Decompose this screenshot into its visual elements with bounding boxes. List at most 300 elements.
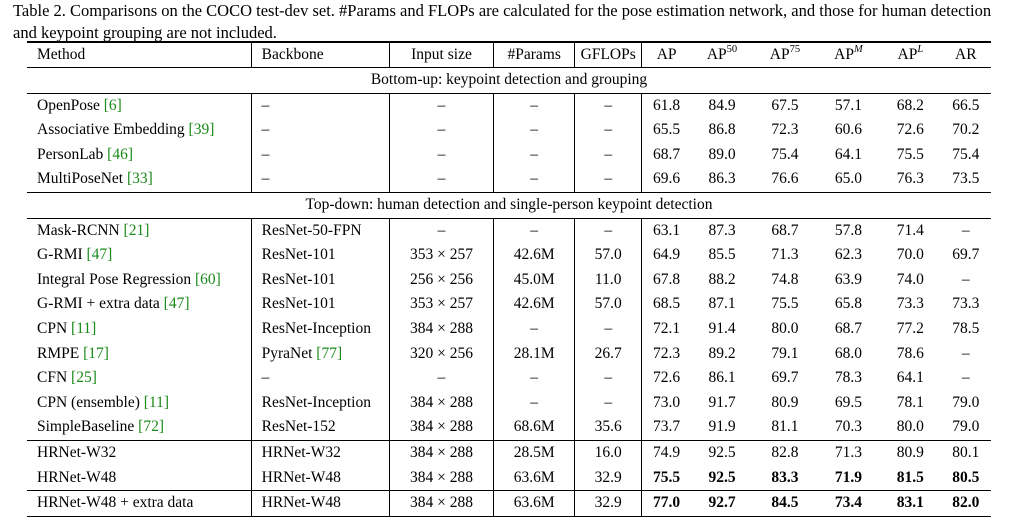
cell-apm-value: 68.7 <box>834 319 862 337</box>
cell-apl <box>880 415 940 440</box>
cell-input-size-value: 320 × 256 <box>410 344 473 362</box>
cell-ar <box>941 143 991 168</box>
cell-backbone <box>251 167 389 192</box>
cell-ap <box>642 342 691 367</box>
cell-params <box>494 366 575 391</box>
cell-ap50 <box>691 366 753 391</box>
cell-backbone <box>251 268 389 293</box>
header-ap50-sup: 50 <box>726 43 738 55</box>
cell-method <box>27 317 251 342</box>
cell-ap75-value: 75.5 <box>771 295 799 313</box>
cell-method <box>27 268 251 293</box>
cell-input-size <box>389 268 494 293</box>
citation-link[interactable]: [47] <box>163 295 190 313</box>
cell-ar <box>941 93 991 118</box>
cell-params-value: 63.6M <box>513 494 555 512</box>
cell-ap50-value: 92.5 <box>708 468 736 486</box>
table-caption: Table 2. Comparisons on the COCO test-dev set. #Params and FLOPs are calculated for the pose estimation network, and those for human detection and keypoint grouping are not included. <box>13 1 992 42</box>
cell-apl <box>880 292 940 317</box>
method-name: Associative Embedding <box>37 121 185 139</box>
cell-gflops-value: – <box>604 170 613 188</box>
cell-apm <box>817 268 880 293</box>
method-name: RMPE <box>37 344 80 362</box>
header-ar: AR <box>941 42 991 68</box>
cell-ap50-value: 88.2 <box>708 270 736 288</box>
cell-ap75 <box>753 366 816 391</box>
cell-ar <box>941 491 991 517</box>
cell-ap75 <box>753 268 816 293</box>
cell-ap50 <box>691 143 753 168</box>
cell-ar <box>941 415 991 440</box>
cell-params <box>494 440 575 465</box>
cell-method <box>27 440 251 465</box>
cell-ap75-value: 71.3 <box>771 246 799 264</box>
cell-params <box>494 466 575 491</box>
cell-params-value: 28.1M <box>513 344 555 362</box>
cell-apm <box>817 143 880 168</box>
cell-input-size <box>389 391 494 416</box>
cell-ap-value: 72.1 <box>653 319 681 337</box>
cell-ap-value: 74.9 <box>653 443 681 461</box>
cell-ar <box>941 342 991 367</box>
cell-params-value: – <box>530 393 539 411</box>
cell-params <box>494 167 575 192</box>
cell-ar <box>941 218 991 243</box>
citation-link[interactable]: [77] <box>316 344 343 362</box>
cell-gflops-value: 32.9 <box>594 468 622 486</box>
cell-method <box>27 466 251 491</box>
cell-apl-value: 81.5 <box>896 468 924 486</box>
header-input-size: Input size <box>389 42 494 68</box>
cell-ap75-value: 75.4 <box>771 145 799 163</box>
header-apl-base: AP <box>897 46 918 63</box>
cell-ar <box>941 366 991 391</box>
cell-params-value: – <box>530 221 539 239</box>
method-name: G-RMI <box>37 246 83 264</box>
cell-ap <box>642 391 691 416</box>
cell-apm <box>817 491 880 517</box>
cell-params <box>494 317 575 342</box>
cell-ap <box>642 292 691 317</box>
cell-ap75 <box>753 440 816 465</box>
cell-apl-value: 75.5 <box>896 145 924 163</box>
cell-method <box>27 292 251 317</box>
cell-method <box>27 342 251 367</box>
cell-apl-value: 73.3 <box>896 295 924 313</box>
cell-ap <box>642 243 691 268</box>
cell-params-value: – <box>530 170 539 188</box>
cell-input-size-value: – <box>437 170 446 188</box>
cell-apl <box>880 93 940 118</box>
cell-params <box>494 218 575 243</box>
cell-params <box>494 415 575 440</box>
table-row <box>27 218 991 243</box>
cell-ap <box>642 366 691 391</box>
cell-apm <box>817 317 880 342</box>
cell-ap75-value: 68.7 <box>771 221 799 239</box>
cell-input-size-value: 256 × 256 <box>410 270 473 288</box>
cell-apl-value: 80.0 <box>896 418 924 436</box>
cell-input-size-value: 384 × 288 <box>410 494 473 512</box>
cell-params <box>494 491 575 517</box>
header-gflops: GFLOPs <box>574 42 641 68</box>
cell-ap-value: 73.0 <box>653 393 681 411</box>
cell-ap-value: 65.5 <box>653 121 681 139</box>
cell-params-value: – <box>530 369 539 387</box>
cell-apm-value: 57.1 <box>834 96 862 114</box>
table-row <box>27 167 991 192</box>
cell-input-size <box>389 167 494 192</box>
cell-apl <box>880 317 940 342</box>
cell-gflops <box>574 268 641 293</box>
cell-ap <box>642 167 691 192</box>
cell-input-size-value: 384 × 288 <box>410 319 473 337</box>
cell-input-size <box>389 93 494 118</box>
cell-ap50-value: 91.9 <box>708 418 736 436</box>
cell-input-size <box>389 143 494 168</box>
cell-ap75 <box>753 118 816 143</box>
cell-backbone-value: PyraNet <box>261 344 313 362</box>
header-ap50 <box>691 42 753 68</box>
cell-ap <box>642 317 691 342</box>
table-row <box>27 243 991 268</box>
cell-backbone <box>251 342 389 367</box>
cell-method <box>27 491 251 517</box>
cell-ap50 <box>691 218 753 243</box>
cell-ap-value: 72.6 <box>653 369 681 387</box>
cell-ap75-value: 76.6 <box>771 170 799 188</box>
cell-input-size <box>389 118 494 143</box>
cell-input-size <box>389 317 494 342</box>
cell-backbone <box>251 491 389 517</box>
citation-link[interactable]: [72] <box>138 418 164 436</box>
cell-apl <box>880 218 940 243</box>
cell-apl-value: 83.1 <box>896 494 924 512</box>
cell-ap50-value: 84.9 <box>708 96 736 114</box>
cell-input-size-value: 384 × 288 <box>410 443 473 461</box>
cell-gflops-value: – <box>604 221 613 239</box>
cell-gflops-value: – <box>604 96 613 114</box>
table-body <box>27 68 991 517</box>
method-name: HRNet-W32 <box>37 443 117 461</box>
cell-apl-value: 78.6 <box>896 344 924 362</box>
cell-apl-value: 80.9 <box>896 443 924 461</box>
citation-link[interactable]: [60] <box>194 270 221 288</box>
cell-backbone <box>251 415 389 440</box>
cell-params-value: – <box>530 96 539 114</box>
header-ap75-base: AP <box>769 46 790 63</box>
cell-apl <box>880 243 940 268</box>
cell-ar-value: – <box>961 270 970 288</box>
section-title: Top-down: human detection and single-person keypoint detection <box>27 192 991 218</box>
results-table-container <box>27 41 991 517</box>
cell-ar-value: 66.5 <box>952 96 980 114</box>
cell-params <box>494 93 575 118</box>
cell-ap75-value: 74.8 <box>771 270 799 288</box>
method-name: G-RMI + extra data <box>37 295 160 313</box>
table-row <box>27 415 991 440</box>
cell-apl <box>880 268 940 293</box>
cell-gflops-value: 16.0 <box>594 443 622 461</box>
cell-apl <box>880 167 940 192</box>
cell-ar-value: 79.0 <box>952 393 980 411</box>
cell-gflops <box>574 143 641 168</box>
cell-apm-value: 65.0 <box>834 170 862 188</box>
cell-apl-value: 76.3 <box>896 170 924 188</box>
cell-apm <box>817 466 880 491</box>
header-apm-base: AP <box>834 46 854 63</box>
method-name: HRNet-W48 + extra data <box>37 494 194 512</box>
cell-apm-value: 69.5 <box>834 393 862 411</box>
cell-backbone-value: HRNet-W48 <box>261 468 341 486</box>
cell-gflops-value: – <box>604 393 613 411</box>
header-ap75 <box>753 42 816 68</box>
cell-gflops <box>574 243 641 268</box>
cell-method <box>27 143 251 168</box>
cell-apl <box>880 143 940 168</box>
method-name: PersonLab <box>37 145 104 163</box>
cell-gflops-value: – <box>604 145 613 163</box>
cell-ap-value: 68.5 <box>653 295 681 313</box>
cell-apm <box>817 167 880 192</box>
cell-ap75 <box>753 218 816 243</box>
cell-gflops-value: 26.7 <box>594 344 622 362</box>
cell-input-size-value: – <box>437 145 446 163</box>
cell-apm <box>817 218 880 243</box>
citation-link[interactable]: [11] <box>71 319 97 337</box>
cell-params-value: – <box>530 121 539 139</box>
cell-backbone <box>251 93 389 118</box>
method-name: SimpleBaseline <box>37 418 135 436</box>
cell-ar-value: – <box>961 344 970 362</box>
cell-params <box>494 143 575 168</box>
cell-params <box>494 292 575 317</box>
cell-ap50 <box>691 440 753 465</box>
cell-ap-value: 73.7 <box>653 418 681 436</box>
cell-ap50-value: 87.3 <box>708 221 736 239</box>
method-name: CPN (ensemble) <box>37 393 140 411</box>
cell-params-value: 42.6M <box>513 246 555 264</box>
cell-ar <box>941 292 991 317</box>
cell-ap50-value: 86.1 <box>708 369 736 387</box>
cell-backbone <box>251 292 389 317</box>
citation-link[interactable]: [6] <box>103 96 122 114</box>
table-row <box>27 491 991 517</box>
cell-backbone <box>251 317 389 342</box>
cell-ap50 <box>691 342 753 367</box>
cell-ap50 <box>691 268 753 293</box>
cell-gflops-value: 35.6 <box>594 418 622 436</box>
cell-apm <box>817 440 880 465</box>
cell-gflops <box>574 366 641 391</box>
table-row <box>27 366 991 391</box>
cell-ar-value: – <box>961 369 970 387</box>
cell-backbone <box>251 243 389 268</box>
cell-ap-value: 75.5 <box>653 468 681 486</box>
cell-backbone-value: – <box>261 369 270 387</box>
cell-ar-value: 69.7 <box>952 246 980 264</box>
method-name: Mask-RCNN <box>37 221 120 239</box>
cell-ap50-value: 87.1 <box>708 295 736 313</box>
cell-ar-value: 80.1 <box>952 443 980 461</box>
cell-backbone-value: ResNet-152 <box>261 418 336 436</box>
cell-input-size-value: 353 × 257 <box>410 295 473 313</box>
cell-gflops <box>574 466 641 491</box>
cell-method <box>27 118 251 143</box>
cell-ap75 <box>753 93 816 118</box>
cell-backbone-value: – <box>261 96 270 114</box>
cell-ap <box>642 118 691 143</box>
header-method: Method <box>27 42 251 68</box>
cell-backbone-value: ResNet-101 <box>261 270 336 288</box>
cell-params <box>494 243 575 268</box>
cell-ap75 <box>753 243 816 268</box>
cell-apm-value: 78.3 <box>834 369 862 387</box>
cell-input-size <box>389 292 494 317</box>
cell-ap50 <box>691 415 753 440</box>
cell-ap <box>642 268 691 293</box>
cell-gflops <box>574 218 641 243</box>
cell-apm-value: 64.1 <box>834 145 862 163</box>
cell-gflops <box>574 415 641 440</box>
cell-gflops-value: 32.9 <box>594 494 622 512</box>
cell-backbone <box>251 440 389 465</box>
cell-input-size <box>389 218 494 243</box>
cell-apl <box>880 440 940 465</box>
cell-backbone <box>251 391 389 416</box>
header-apm <box>817 42 880 68</box>
cell-method <box>27 391 251 416</box>
cell-apm-value: 63.9 <box>834 270 862 288</box>
cell-gflops <box>574 342 641 367</box>
cell-apl-value: 72.6 <box>896 121 924 139</box>
cell-ar <box>941 167 991 192</box>
cell-apm-value: 62.3 <box>834 246 862 264</box>
method-name: MultiPoseNet <box>37 170 124 188</box>
cell-backbone <box>251 118 389 143</box>
cell-ap-value: 72.3 <box>653 344 681 362</box>
cell-input-size-value: 384 × 288 <box>410 418 473 436</box>
citation-link[interactable]: [21] <box>123 221 150 239</box>
cell-ap50 <box>691 243 753 268</box>
cell-backbone-value: – <box>261 121 270 139</box>
cell-backbone <box>251 218 389 243</box>
table-row <box>27 440 991 465</box>
cell-ap50-value: 86.3 <box>708 170 736 188</box>
cell-input-size <box>389 491 494 517</box>
cell-params-value: 68.6M <box>513 418 555 436</box>
citation-link[interactable]: [47] <box>86 246 113 264</box>
cell-params-value: 42.6M <box>513 295 555 313</box>
cell-ap <box>642 415 691 440</box>
cell-ap75-value: 79.1 <box>771 344 799 362</box>
table-row <box>27 466 991 491</box>
citation-link[interactable]: [17] <box>83 344 109 362</box>
cell-apl-value: 68.2 <box>896 96 924 114</box>
table-row <box>27 118 991 143</box>
cell-ar-value: 82.0 <box>952 494 980 512</box>
cell-ap75-value: 69.7 <box>771 369 799 387</box>
cell-ap-value: 61.8 <box>653 96 681 114</box>
cell-gflops-value: – <box>604 121 613 139</box>
cell-ap50-value: 92.7 <box>708 494 736 512</box>
header-apl <box>880 42 940 68</box>
cell-gflops <box>574 167 641 192</box>
citation-link[interactable]: [46] <box>107 145 133 163</box>
cell-input-size <box>389 415 494 440</box>
results-table <box>27 41 991 517</box>
cell-ap <box>642 93 691 118</box>
cell-input-size <box>389 440 494 465</box>
cell-ap75-value: 72.3 <box>771 121 799 139</box>
header-apm-sup: M <box>853 43 863 55</box>
cell-ap50 <box>691 491 753 517</box>
method-name: CFN <box>37 369 68 387</box>
table-row <box>27 143 991 168</box>
citation-link[interactable]: [11] <box>143 393 170 411</box>
citation-link[interactable]: [39] <box>188 121 215 139</box>
cell-gflops-value: – <box>604 369 613 387</box>
section-header-row <box>27 192 991 218</box>
cell-input-size-value: – <box>437 221 446 239</box>
cell-method <box>27 243 251 268</box>
cell-input-size-value: 384 × 288 <box>410 468 473 486</box>
cell-ar <box>941 243 991 268</box>
cell-ap50-value: 91.4 <box>708 319 736 337</box>
cell-params <box>494 391 575 416</box>
cell-apm <box>817 93 880 118</box>
table-row <box>27 317 991 342</box>
cell-apl-value: 74.0 <box>896 270 924 288</box>
method-name: OpenPose <box>37 96 100 114</box>
header-ap75-sup: 75 <box>789 43 801 55</box>
cell-backbone <box>251 366 389 391</box>
cell-apl <box>880 342 940 367</box>
cell-ap <box>642 491 691 517</box>
cell-ap75-value: 81.1 <box>771 418 799 436</box>
cell-gflops <box>574 317 641 342</box>
cell-apl-value: 71.4 <box>896 221 924 239</box>
cell-apm <box>817 342 880 367</box>
cell-apm-value: 68.0 <box>834 344 862 362</box>
cell-apl <box>880 466 940 491</box>
cell-ar <box>941 317 991 342</box>
cell-gflops <box>574 440 641 465</box>
cell-params <box>494 342 575 367</box>
cell-apm <box>817 118 880 143</box>
cell-backbone-value: HRNet-W32 <box>261 443 341 461</box>
cell-apm <box>817 391 880 416</box>
cell-gflops-value: – <box>604 319 613 337</box>
cell-input-size-value: 353 × 257 <box>410 246 473 264</box>
cell-ap75 <box>753 143 816 168</box>
cell-gflops <box>574 93 641 118</box>
cell-ar-value: 73.5 <box>952 170 980 188</box>
cell-ar-value: 70.2 <box>952 121 980 139</box>
cell-input-size-value: – <box>437 96 446 114</box>
citation-link[interactable]: [25] <box>71 369 97 387</box>
cell-ap-value: 69.6 <box>653 170 681 188</box>
cell-params-value: – <box>530 319 539 337</box>
cell-ap50 <box>691 391 753 416</box>
citation-link[interactable]: [33] <box>127 170 153 188</box>
cell-ap50 <box>691 466 753 491</box>
cell-apm <box>817 366 880 391</box>
cell-ap75-value: 80.9 <box>771 393 799 411</box>
cell-backbone-value: ResNet-Inception <box>261 319 371 337</box>
cell-gflops <box>574 491 641 517</box>
cell-ar <box>941 391 991 416</box>
